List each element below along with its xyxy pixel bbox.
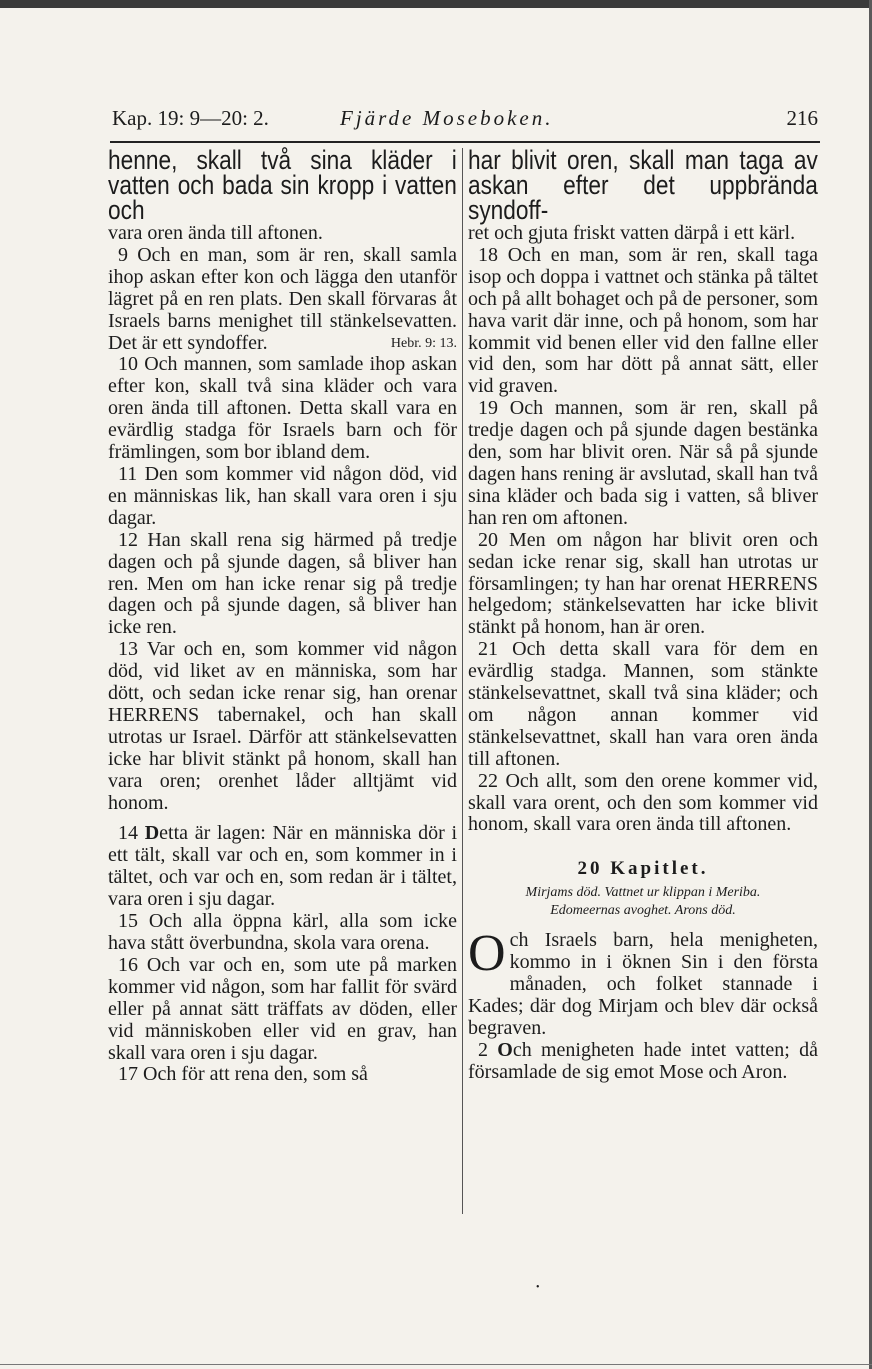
page-header — [112, 106, 818, 136]
book-title: Fjärde Moseboken. — [340, 106, 554, 130]
scan-top-edge — [0, 0, 872, 8]
verse-13: 13 Var och en, som kommer vid någon död, vid liket av en människa, som har dött, och sedan icke renar sig, han orenar HERRENS tabernakel, och han skall utrotas ur Israel. Därför att stänkelsevatten icke har blivit stänkt på honom, skall han vara oren; orenhet låder alltjämt vid honom. — [108, 638, 457, 814]
verse-21: 21 Och detta skall vara för dem en evärdlig stadga. Mannen, som stänkte stänkelsevattnet, skall två sina kläder; och om någon annan kommer vid stänkelsevattnet, skall han vara oren ända till aftonen. — [468, 638, 818, 770]
continuation-text: har blivit oren, skall man taga av askan efter det uppbrända syndoff- — [468, 145, 818, 225]
verse-15: 15 Och alla öppna kärl, alla som icke hava stått överbundna, skola vara orena. — [108, 910, 457, 954]
verse-14-number: 14 — [118, 822, 138, 845]
verse-10: 10 Och mannen, som samlade ihop askan efter kon, skall två sina kläder och vara oren ända till aftonen. Detta skall vara en evärdlig stadga för Israels barn och för främlingen, som bor ibland dem. — [108, 353, 457, 464]
cross-reference: Hebr. 9: 13. — [390, 335, 457, 351]
column-divider — [462, 148, 463, 1214]
verse-11: 11 Den som kommer vid någon död, vid en människas lik, han skall vara oren i sju dagar. — [108, 462, 457, 529]
continuation-text: henne, skall två sina kläder i vatten och bada sin kropp i vatten och — [108, 145, 457, 225]
verse-1-text: ch Israels barn, hela menigheten, kommo in i öknen Sin i den första månaden, och folket stannade i Kades; där dog Mirjam och blev där också begraven. — [468, 929, 818, 1039]
verse-22: 22 Och allt, som den orene kommer vid, skall vara orent, och den som kommer vid honom, skall vara oren ända till aftonen. — [468, 769, 818, 836]
drop-cap: O — [468, 925, 506, 983]
print-mark-icon: • — [536, 1282, 540, 1293]
header-rule — [110, 141, 820, 143]
verse-2-number: 2 — [478, 1038, 488, 1061]
verse-19: 19 Och mannen, som är ren, skall på tredje dagen och på sjunde dagen bestänka den, som har blivit oren. När så på sjunde dagen hans rening är avslutad, skall han två sina kläder och bada sig i vatten, så bliver han ren om aftonen. — [468, 397, 818, 529]
summary-line: Edomeernas avoghet. Arons död. — [550, 903, 736, 919]
chapter-reference: Kap. 19: 9—20: 2. — [112, 106, 269, 130]
verse-14-bold-initial: D — [144, 822, 160, 845]
left-column — [108, 145, 458, 1086]
verse-16: 16 Och var och en, som ute på marken kommer vid någon, som har fallit för svärd eller på annat sätt träffats av döden, eller vid människoben eller vid en grav, han skall vara oren i sju dagar. — [108, 953, 457, 1064]
verse-9-text: 9 Och en man, som är ren, skall samla ihop askan efter kon och lägga den utanför lägret på en ren plats. Den skall förvaras åt Israels barns menighet till stänkelsevatten. Det är ett syndoffer. — [108, 243, 457, 354]
verse-1 — [468, 925, 818, 1040]
verse-2-text: ch menigheten hade intet vatten; då församlade de sig emot Mose och Aron. — [468, 1038, 819, 1083]
page-number: 216 — [786, 106, 818, 130]
verse-20: 20 Men om någon har blivit oren och sedan icke renar sig, skall han utrotas ur församlingen; ty han har orenat HERRENS helgedom; stänkelsevatten har icke blivit stänkt på honom, han är oren. — [468, 528, 818, 639]
verse-14 — [108, 823, 457, 911]
verse-18: 18 Och en man, som är ren, skall taga isop och doppa i vattnet och stänka på tältet och på allt bohaget och på de personer, som hava varit där inne, och på honom, som har kommit vid benen eller vid den fallne eller vid den, som har dött på annat sätt, eller vid graven. — [468, 243, 818, 398]
verse-17: 17 Och för att rena den, som så — [118, 1063, 368, 1086]
verse-12: 12 Han skall rena sig härmed på tredje dagen och på sjunde dagen, så bliver han ren. Men om han icke renar sig på tredje dagen och på sjunde dagen, så bliver han icke ren. — [108, 528, 457, 639]
verse-2-bold-initial: O — [497, 1038, 513, 1061]
chapter-summary — [468, 884, 818, 920]
chapter-heading: 20 Kapitlet. — [577, 858, 709, 880]
continuation-tail: ret och gjuta friskt vatten därpå i ett kärl. — [468, 222, 796, 244]
scan-bottom-edge — [0, 1364, 872, 1365]
verse-9 — [108, 245, 457, 355]
summary-line: Mirjams död. Vattnet ur klippan i Meriba. — [525, 885, 761, 901]
continuation-tail: vara oren ända till aftonen. — [108, 222, 323, 244]
verse-14-text: etta är lagen: När en människa dör i ett tält, skall var och en, som kommer in i tältet, och var och en, som redan är i tältet, vara oren i sju dagar. — [108, 822, 458, 911]
verse-2 — [468, 1040, 818, 1084]
right-column — [468, 145, 819, 1084]
